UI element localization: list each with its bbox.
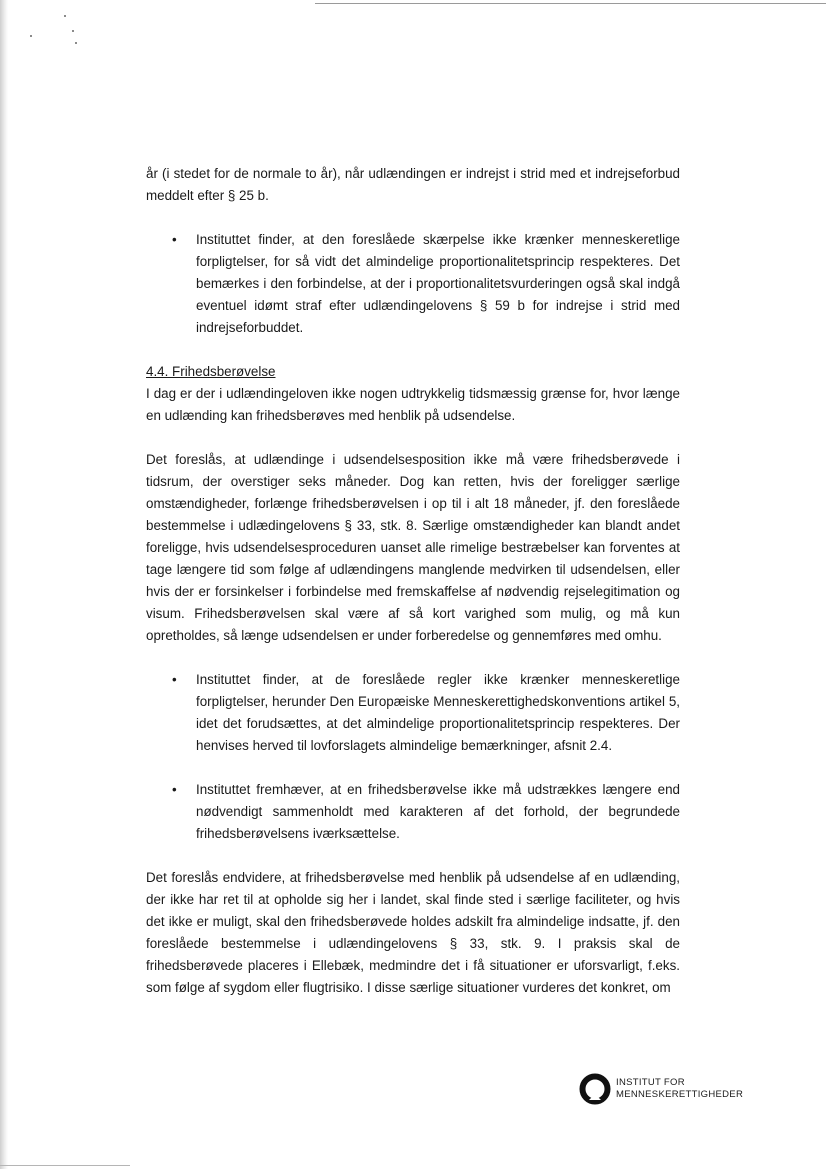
section-paragraph-1: I dag er der i udlændingeloven ikke nogen udtrykkelig tidsmæssig grænse for, hvor længe en udlænding kan frihedsberøves med henblik på udsendelse. [146, 386, 680, 423]
logo-line-1: INSTITUT FOR [616, 1077, 685, 1088]
bullet-item: • Instituttet fremhæver, at en frihedsberøvelse ikke må udstrækkes længere end nødvendigt sammenholdt med karakteren af det forhold, der begrundede frihedsberøvelsens iværksættelse. [146, 779, 680, 845]
bullet-item: • Instituttet finder, at de foreslåede regler ikke krænker menneskeretlige forpligtelser, herunder Den Europæiske Menneskerettighedskonventions artikel 5, idet det forudsættes, at det almindelige proportionalitetsprincip respekteres. Der henvises herved til lovforslagets almindelige bemærkninger, afsnit 2.4. [146, 669, 680, 757]
logo-text [616, 1077, 743, 1101]
scan-speck [75, 42, 77, 44]
scan-top-line [315, 3, 826, 4]
institute-ring-logo-icon [578, 1072, 612, 1106]
scan-speck [72, 30, 74, 32]
footer-logo [578, 1072, 778, 1106]
scan-bottom-line [0, 1165, 130, 1166]
bullet-list-2 [146, 669, 680, 845]
logo-line-2: MENNESKERETTIGHEDER [616, 1089, 744, 1100]
section-paragraph-2: Det foreslås, at udlændinge i udsendelsesposition ikke må være frihedsberøvede i tidsrum, der overstiger seks måneder. Dog kan retten, hvis der foreligger særlige omstændigheder, forlænge frihedsberøvelsen i op til i alt 18 måneder, jf. den foreslåede bestemmelse i udlædingelovens § 33, stk. 8. Særlige omstændigheder kan blandt andet foreligge, hvis udsendelsesproceduren uanset alle rimelige bestræbelser kan forventes at tage længere tid som følge af udlændingens manglende medvirken til udsendelsen, eller hvis der er forsinkelser i forbindelse med fremskaffelse af nødvendig rejselegitimation og visum. Frihedsberøvelsen skal være af så kort varighed som mulig, og må kun opretholdes, så længe udsendelsen er under forberedelse og gennemføres med omhu. [146, 452, 680, 643]
document-body [146, 163, 680, 999]
section-heading: 4.4. Frihedsberøvelse [146, 364, 276, 379]
bullet-item: • Instituttet finder, at den foreslåede skærpelse ikke krænker menneskeretlige forpligtelser, for så vidt det almindelige proportionalitetsprincip respekteres. Det bemærkes i den forbindelse, at der i proportionalitetsvurderingen også skal indgå eventuel idømt straf efter udlændingelovens § 59 b for indrejse i strid med indrejseforbuddet. [146, 229, 680, 339]
intro-paragraph: år (i stedet for de normale to år), når udlændingen er indrejst i strid med et indrejseforbud meddelt efter § 25 b. [146, 166, 680, 203]
bullet-list-1 [146, 229, 680, 339]
scan-speck [64, 15, 66, 17]
scan-left-edge [0, 0, 8, 1169]
scan-speck [30, 35, 32, 37]
section-paragraph-3: Det foreslås endvidere, at frihedsberøvelse med henblik på udsendelse af en udlænding, der ikke har ret til at opholde sig her i landet, skal finde sted i særlige faciliteter, og hvis det ikke er muligt, skal den frihedsberøvede holdes adskilt fra almindelige indsatte, jf. den foreslåede bestemmelse i udlændingelovens § 33, stk. 9. I praksis skal de frihedsberøvede placeres i Ellebæk, medmindre det i få situationer er uforsvarligt, f.eks. som følge af sygdom eller flugtrisiko. I disse særlige situationer vurderes det konkret, om [146, 870, 680, 995]
